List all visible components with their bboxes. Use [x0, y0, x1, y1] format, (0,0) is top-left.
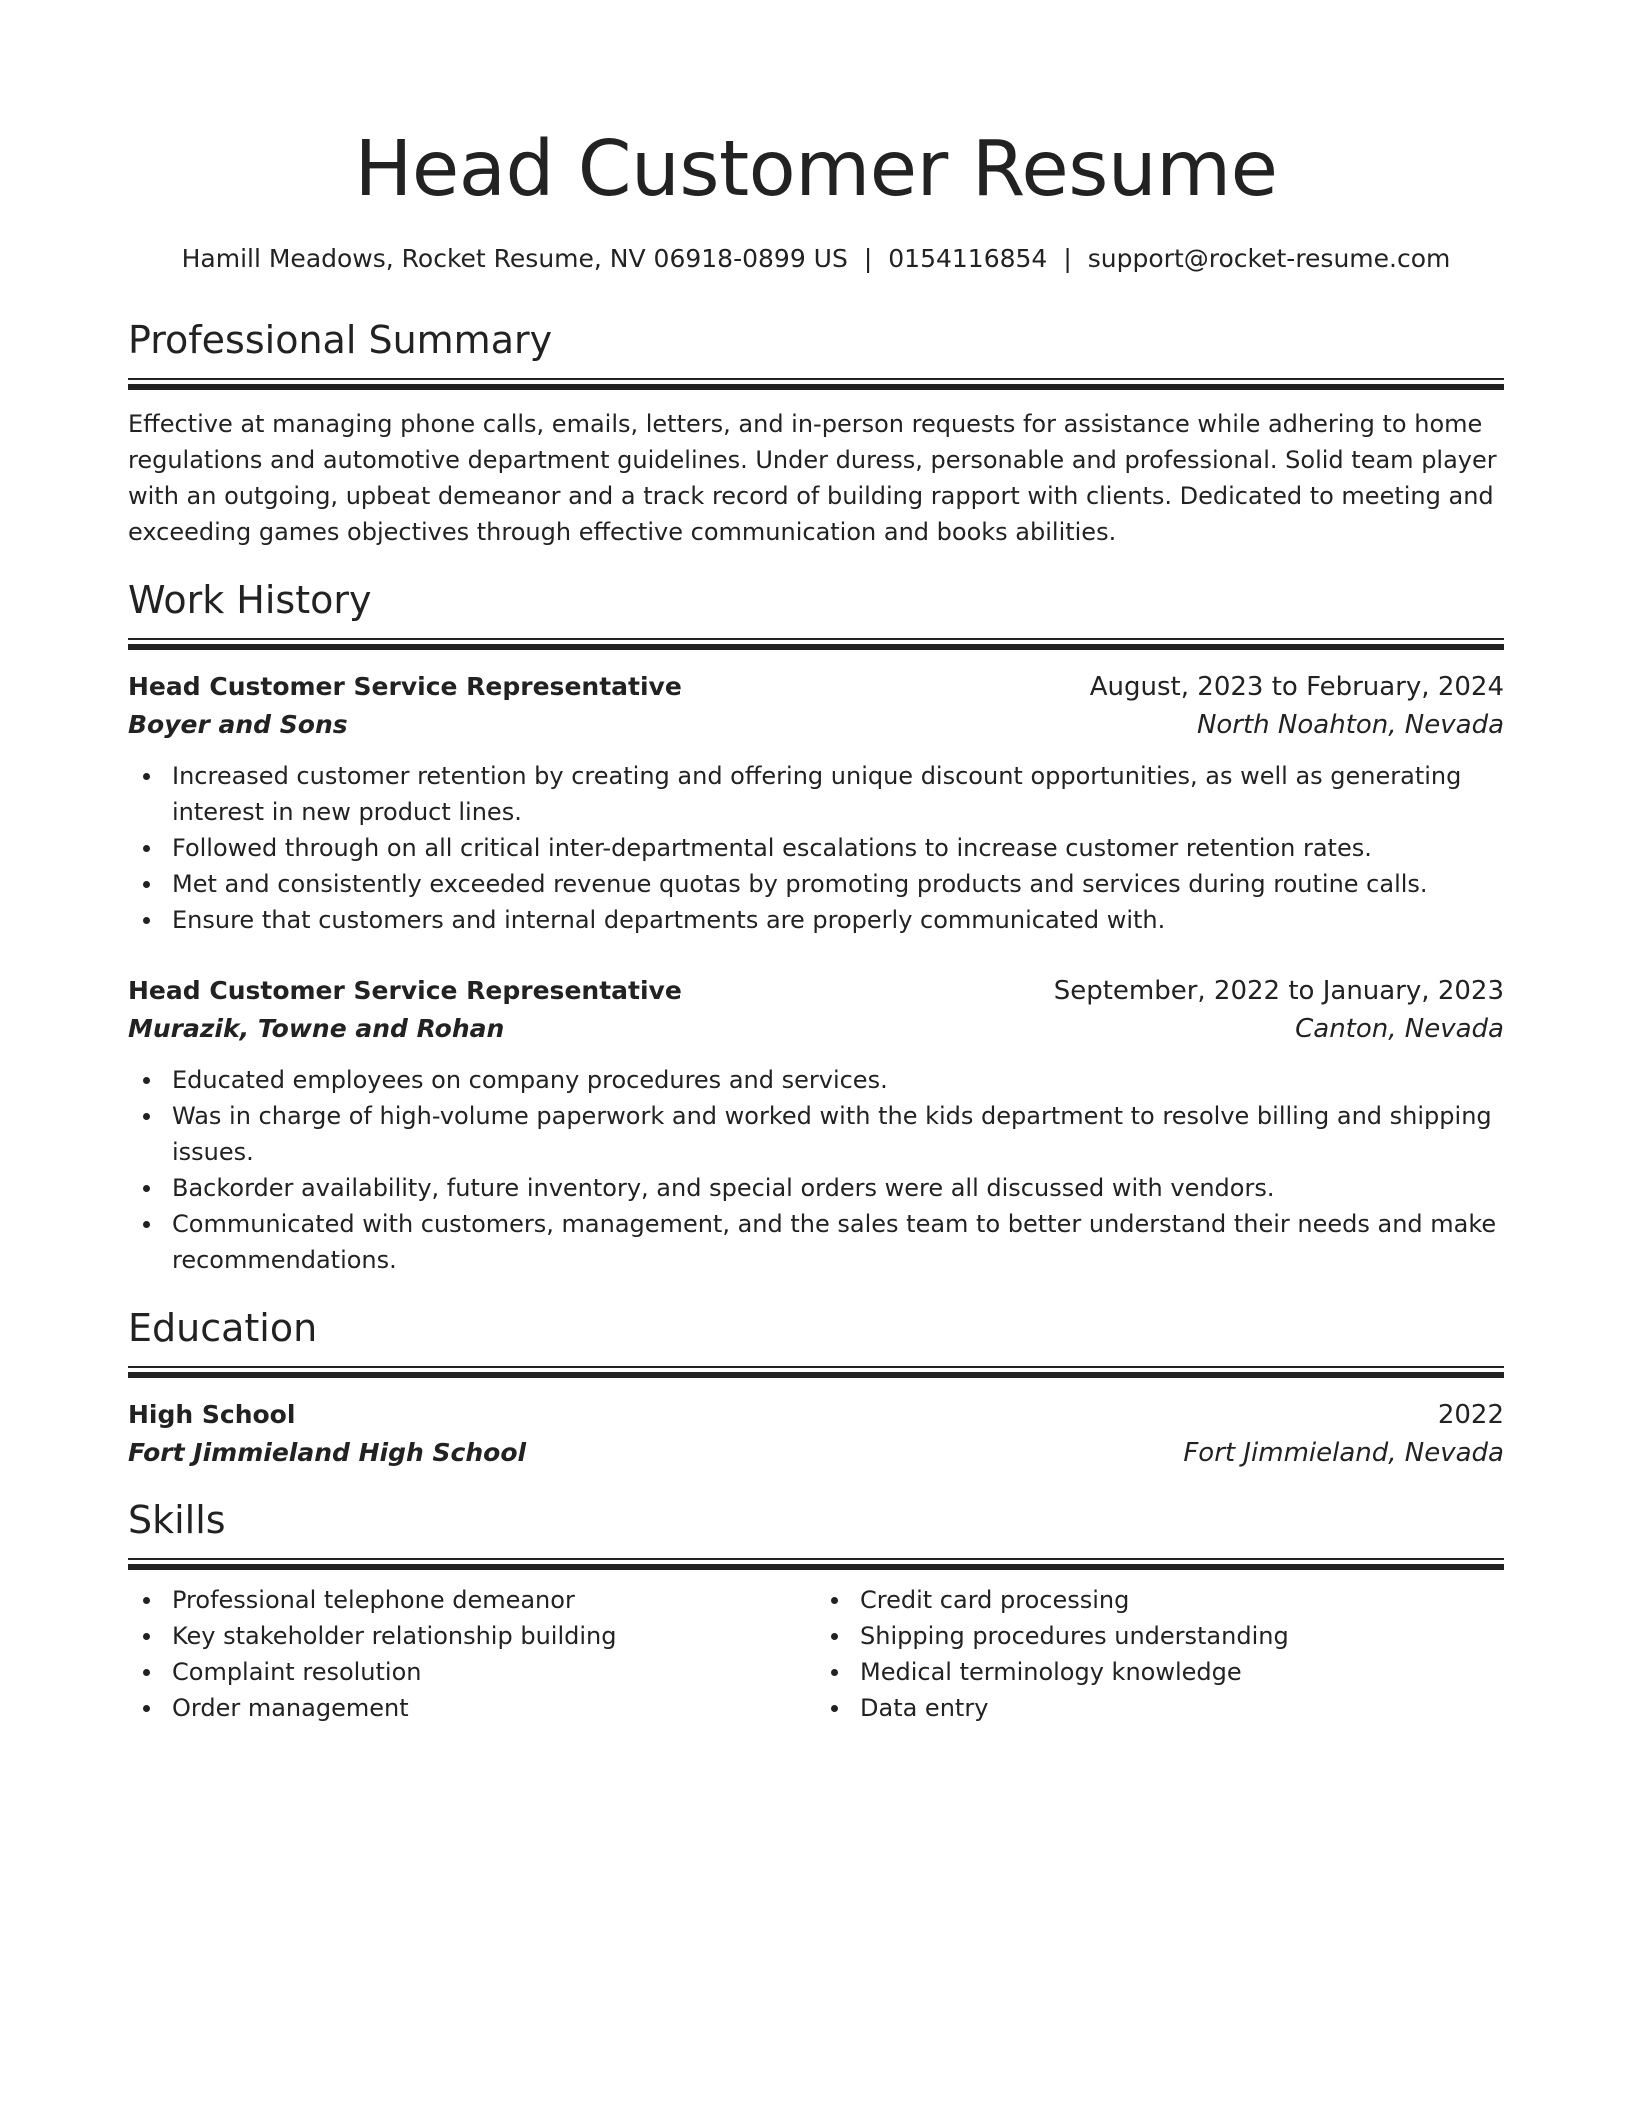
section-divider [128, 638, 1504, 650]
contact-phone: 0154116854 [888, 244, 1048, 273]
job-title: Head Customer Service Representative [128, 976, 682, 1005]
work-history-heading: Work History [128, 578, 372, 622]
section-divider [128, 1558, 1504, 1570]
job-bullet: Met and consistently exceeded revenue quotas by promoting products and services during routine calls. [128, 866, 1504, 902]
skills-list-left [128, 1582, 816, 1726]
skill-item: Professional telephone demeanor [128, 1582, 816, 1618]
job-bullet: Backorder availability, future inventory, and special orders were all discussed with vendors. [128, 1170, 1504, 1206]
skill-item: Shipping procedures understanding [816, 1618, 1504, 1654]
job-dates: September, 2022 to January, 2023 [1053, 976, 1504, 1006]
job-bullet: Was in charge of high-volume paperwork and worked with the kids department to resolve billing and shipping issues. [128, 1098, 1504, 1170]
job-employer-row [128, 1010, 1504, 1048]
job-bullet: Followed through on all critical inter-departmental escalations to increase customer retention rates. [128, 830, 1504, 866]
resume-title: Head Customer Resume [354, 125, 1278, 214]
job-bullet: Communicated with customers, management, and the sales team to better understand their needs and make recommendations. [128, 1206, 1504, 1278]
skills-heading: Skills [128, 1498, 226, 1542]
summary-section [128, 316, 1504, 550]
job-entry [128, 668, 1504, 938]
job-bullet: Educated employees on company procedures and services. [128, 1062, 1504, 1098]
education-location: Fort Jimmieland, Nevada [1183, 1438, 1504, 1468]
skill-item: Key stakeholder relationship building [128, 1618, 816, 1654]
skill-item: Data entry [816, 1690, 1504, 1726]
skills-columns [128, 1582, 1504, 1726]
job-entry [128, 972, 1504, 1278]
education-header-row [128, 1396, 1504, 1434]
job-title: Head Customer Service Representative [128, 672, 682, 701]
contact-address: Hamill Meadows, Rocket Resume, NV 06918-0899 US [181, 244, 848, 273]
job-bullet-list [128, 1062, 1504, 1278]
section-divider [128, 378, 1504, 390]
education-heading: Education [128, 1306, 318, 1350]
skill-item: Medical terminology knowledge [816, 1654, 1504, 1690]
skill-item: Order management [128, 1690, 816, 1726]
contact-separator: | [863, 244, 873, 273]
education-section [128, 1304, 1504, 1472]
skill-item: Credit card processing [816, 1582, 1504, 1618]
job-bullet: Increased customer retention by creating and offering unique discount opportunities, as well as generating interest in new product lines. [128, 758, 1504, 830]
summary-text: Effective at managing phone calls, emails, letters, and in-person requests for assistance while adhering to home regulations and automotive department guidelines. Under duress, personable and professional. Solid team player with an outgoing, upbeat demeanor and a track record of building rapport with clients. Dedicated to meeting and exceeding games objectives through effective communication and books abilities. [128, 410, 1497, 546]
job-bullet-list [128, 758, 1504, 938]
section-divider [128, 1366, 1504, 1378]
job-employer: Boyer and Sons [128, 710, 348, 739]
education-year: 2022 [1437, 1400, 1504, 1430]
contact-line [108, 242, 1524, 276]
education-entry [128, 1396, 1504, 1472]
job-employer-row [128, 706, 1504, 744]
summary-heading: Professional Summary [128, 318, 553, 362]
job-location: Canton, Nevada [1295, 1014, 1504, 1044]
job-employer: Murazik, Towne and Rohan [128, 1014, 505, 1043]
contact-email: support@rocket-resume.com [1087, 244, 1451, 273]
skills-section [128, 1496, 1504, 1726]
job-location: North Noahton, Nevada [1196, 710, 1504, 740]
job-header-row [128, 668, 1504, 706]
education-degree: High School [128, 1400, 296, 1429]
job-header-row [128, 972, 1504, 1010]
job-bullet: Ensure that customers and internal departments are properly communicated with. [128, 902, 1504, 938]
contact-separator: | [1063, 244, 1072, 273]
work-history-section [128, 576, 1504, 1278]
education-school-row [128, 1434, 1504, 1472]
skills-list-right [816, 1582, 1504, 1726]
skill-item: Complaint resolution [128, 1654, 816, 1690]
job-dates: August, 2023 to February, 2024 [1089, 672, 1504, 702]
education-school: Fort Jimmieland High School [128, 1438, 527, 1467]
